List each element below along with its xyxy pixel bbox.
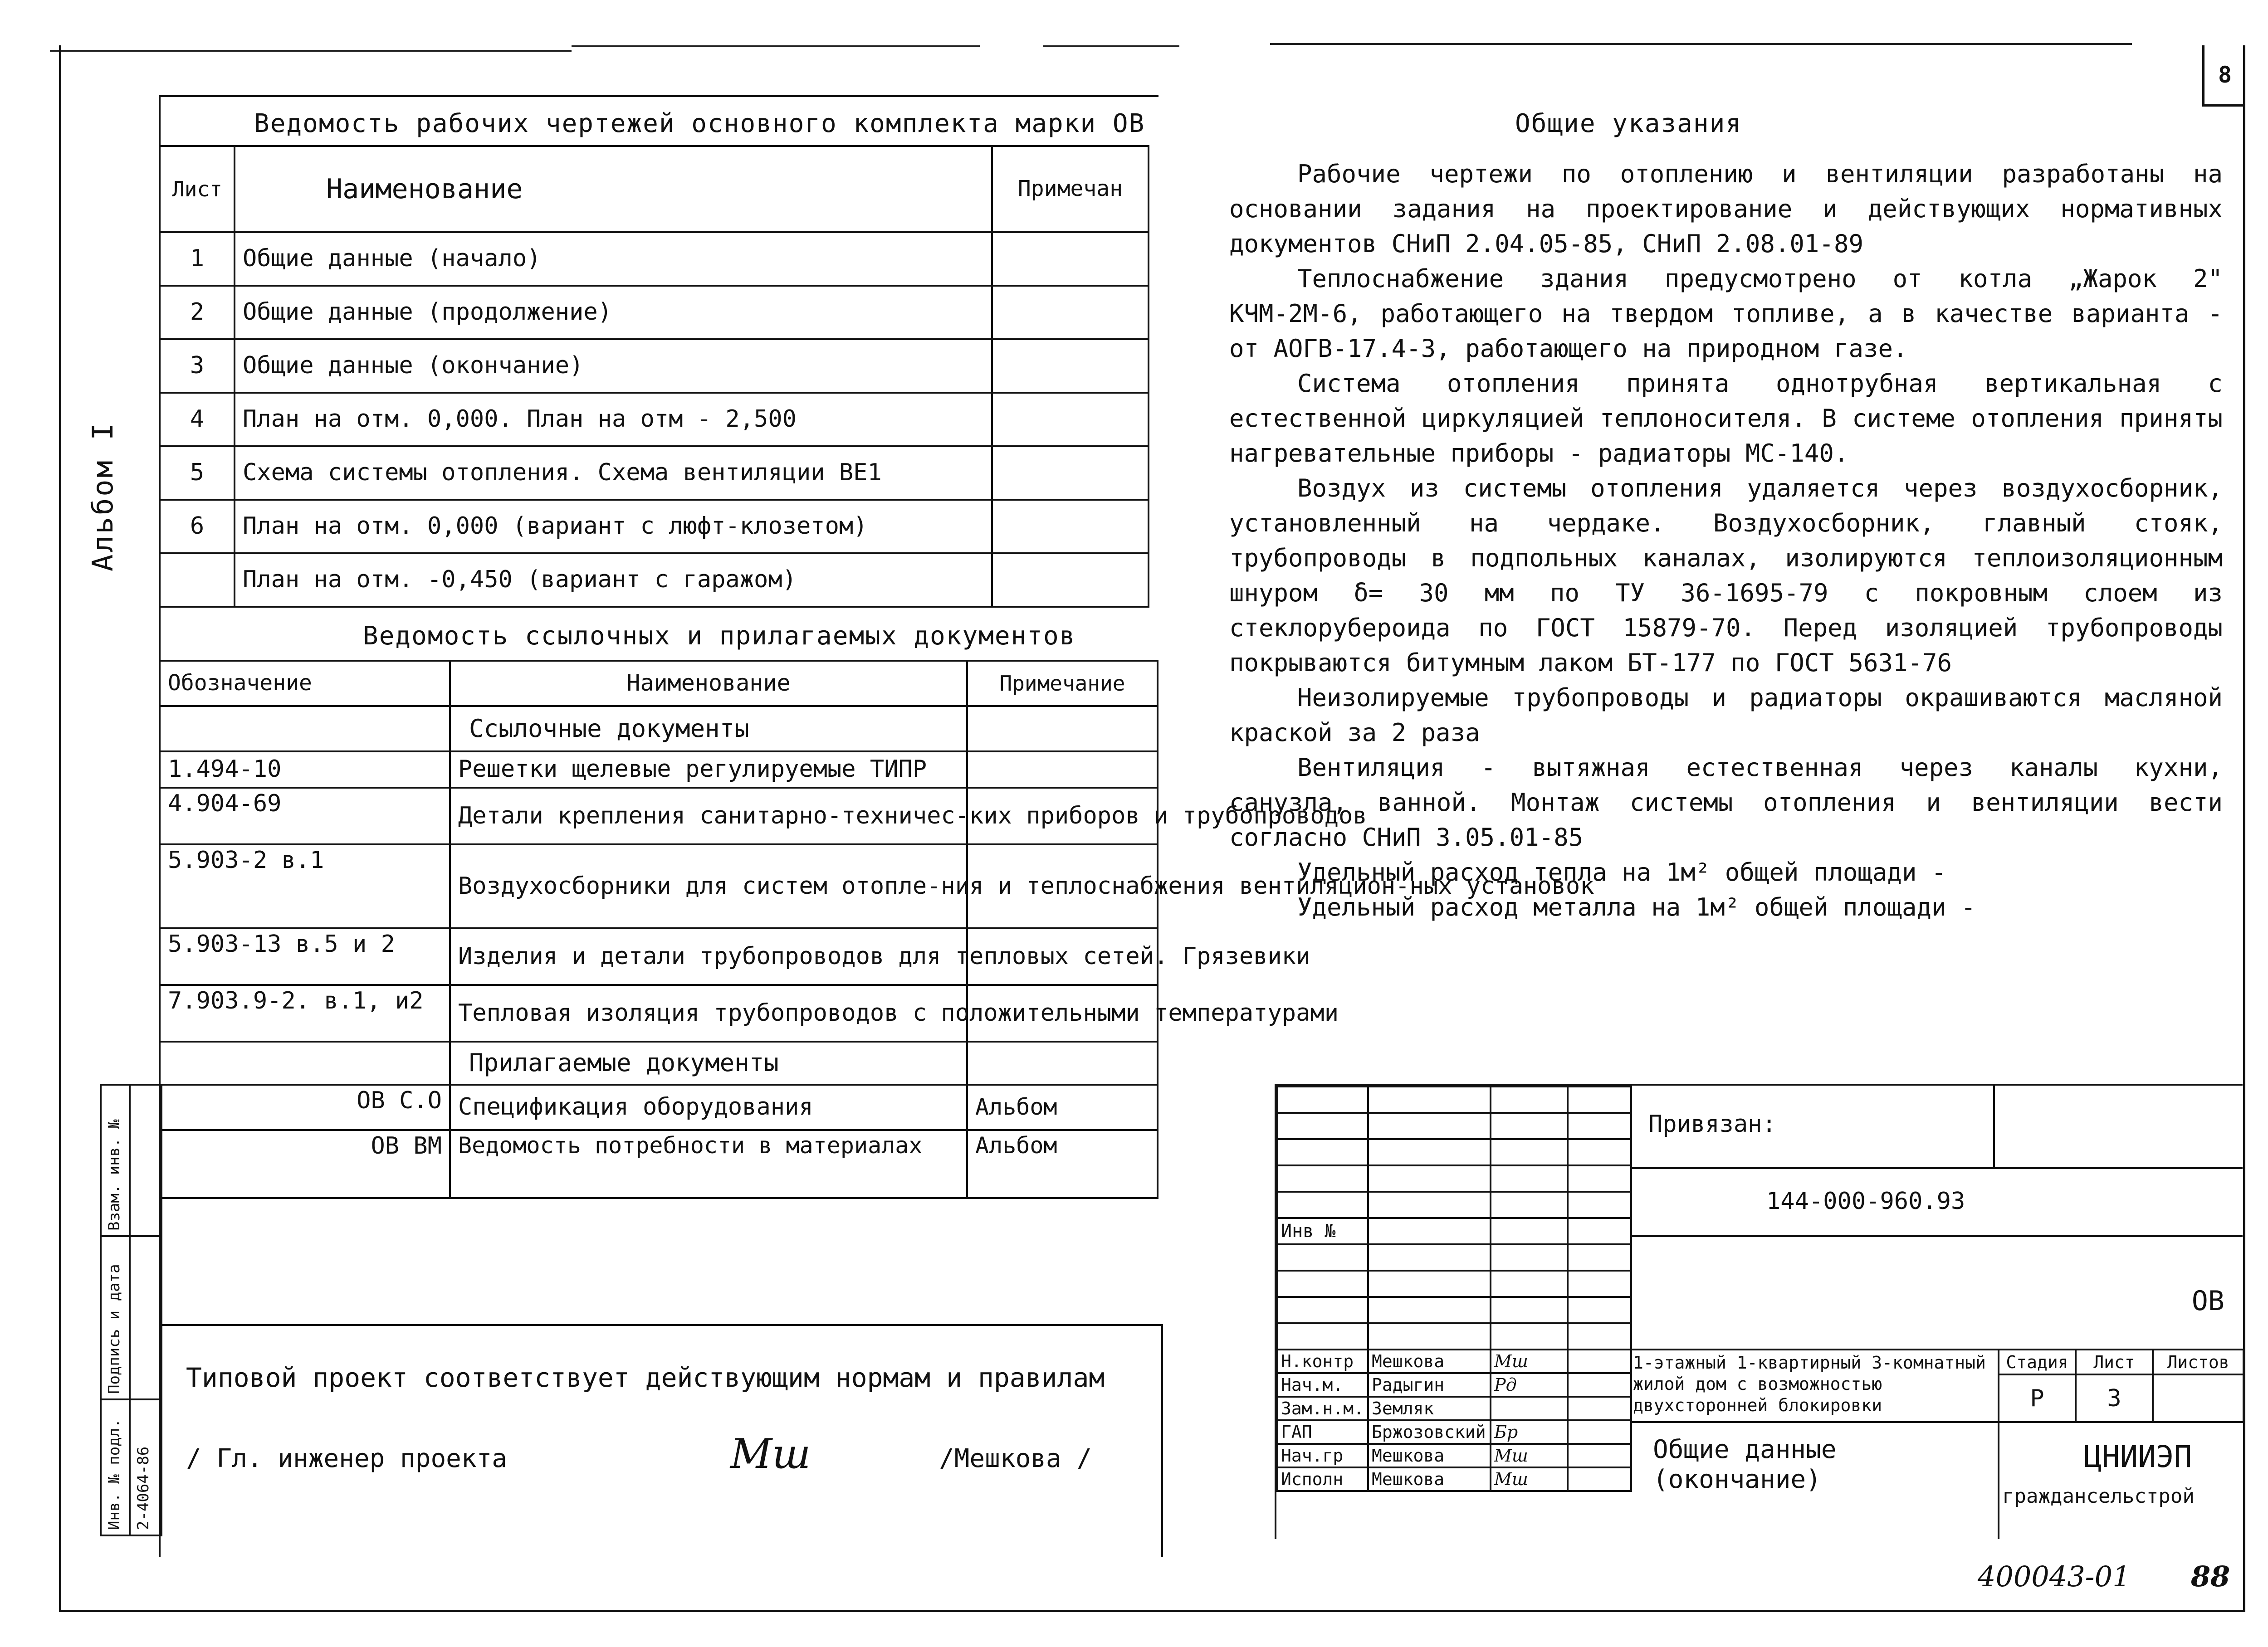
row-sheet: 3	[160, 339, 235, 393]
role-name: Радыгин	[1368, 1373, 1491, 1397]
drawing-title: Общие данные (окончание)	[1653, 1435, 1837, 1494]
general-notes-title: Общие указания	[1515, 109, 1742, 138]
album-label	[86, 421, 119, 571]
table-row	[160, 1085, 1158, 1130]
grid-cell	[1277, 1087, 1368, 1113]
note-paragraph: Система отопления принята однотрубная вертикальная с естественной циркуляцией теплоносителя. В системе отопления приняты нагревательные приборы - радиаторы МС-140.	[1229, 369, 2223, 468]
row-note	[992, 393, 1149, 446]
row-sheet: 1	[160, 232, 235, 286]
title-roles-grid	[1276, 1086, 1632, 1492]
grid-cell	[1568, 1218, 1631, 1244]
stage-label: Стадия	[1999, 1350, 2076, 1374]
drawings-table	[159, 145, 1149, 608]
role-signature	[1491, 1397, 1568, 1420]
grid-cell	[1568, 1113, 1631, 1139]
grid-cell	[1277, 1192, 1368, 1218]
grid-cell	[1368, 1323, 1491, 1350]
grid-cell	[1568, 1297, 1631, 1323]
sheets-value	[2153, 1374, 2244, 1422]
project-divider	[1630, 1421, 1998, 1423]
role-label: ГАП	[1277, 1420, 1368, 1444]
doc-name: Детали крепления санитарно-техничес-ких приборов и трубопроводов	[450, 788, 967, 844]
doc-code: 1.494-10	[160, 751, 450, 788]
role-signature: Мш	[1491, 1444, 1568, 1467]
table-row	[160, 844, 1158, 928]
grid-cell	[1277, 1323, 1368, 1350]
archive-page: 88	[2191, 1560, 2230, 1593]
section-reference: Ссылочные документы	[450, 706, 967, 751]
table-row	[160, 232, 1149, 286]
doc-name: Ведомость потребности в материалах	[450, 1130, 967, 1198]
compliance-statement: Типовой проект соответствует действующим нормам и правилам	[186, 1362, 1105, 1393]
side-stamp-field-sign-text: Подпись и дата	[105, 1264, 123, 1394]
section-attached: Прилагаемые документы	[450, 1042, 967, 1085]
row-name: План на отм. 0,000 (вариант с люфт-клозетом)	[235, 500, 992, 553]
grid-cell	[1368, 1113, 1491, 1139]
row-name: Общие данные (начало)	[235, 232, 992, 286]
role-signature: Рд	[1491, 1373, 1568, 1397]
documents-table	[159, 660, 1594, 1199]
grid-cell	[1491, 1192, 1568, 1218]
grid-cell	[1568, 1323, 1631, 1350]
doc-name: Изделия и детали трубопроводов для тепловых сетей. Грязевики	[450, 928, 967, 985]
project-row	[1630, 1349, 2243, 1539]
doc-note	[967, 751, 1158, 788]
general-notes	[1229, 156, 2223, 925]
row-note	[992, 500, 1149, 553]
doc-code: 5.903-2 в.1	[160, 844, 450, 928]
grid-cell	[1491, 1244, 1568, 1271]
table-row	[160, 446, 1149, 500]
side-stamp-field-replaced-text: Взам. инв. №	[105, 1119, 123, 1231]
doc-code: 144-000-960.93	[1766, 1188, 1965, 1215]
grid-cell	[1491, 1113, 1568, 1139]
grid-cell	[1568, 1165, 1631, 1192]
bound-divider	[1993, 1086, 1995, 1167]
table-row	[160, 500, 1149, 553]
side-stamp-divider	[102, 1235, 161, 1237]
role-label: Нач.м.	[1277, 1373, 1368, 1397]
grid-cell	[1277, 1244, 1368, 1271]
grid-cell	[1368, 1087, 1491, 1113]
doc-note: Альбом	[967, 1130, 1158, 1198]
role-label: Зам.н.м.	[1277, 1397, 1368, 1420]
grid-cell	[1277, 1297, 1368, 1323]
page-number-box	[2202, 45, 2245, 107]
engineer-name: /Мешкова /	[939, 1444, 1092, 1473]
side-stamp-field-replaced	[105, 1119, 123, 1231]
table-row	[160, 788, 1158, 844]
grid-cell	[1568, 1087, 1631, 1113]
org-name: ЦНИИЭП	[2084, 1439, 2192, 1474]
role-date	[1568, 1467, 1631, 1491]
row-note	[992, 446, 1149, 500]
side-stamp-divider	[102, 1398, 161, 1400]
side-stamp-inv-number	[134, 1447, 152, 1530]
grid-cell	[1491, 1218, 1568, 1244]
sheets-label: Листов	[2153, 1350, 2244, 1374]
grid-cell	[1368, 1244, 1491, 1271]
side-stamp-inv-number-text: 2-4064-86	[134, 1446, 152, 1530]
row-sheet: 4	[160, 393, 235, 446]
table-row	[160, 393, 1149, 446]
archive-code: 400043-01	[1978, 1560, 2131, 1593]
role-signature: Мш	[1491, 1467, 1568, 1491]
doc-code-row	[1630, 1167, 2243, 1237]
role-name: Мешкова	[1368, 1467, 1491, 1491]
header-name: Наименование	[450, 661, 967, 706]
sheet-label: Лист	[2076, 1350, 2153, 1374]
side-stamp-field-sign	[105, 1264, 123, 1394]
drawings-list-title: Ведомость рабочих чертежей основного комплекта марки ОВ	[254, 109, 1145, 138]
table-row	[160, 751, 1158, 788]
grid-cell	[1491, 1297, 1568, 1323]
row-name: Схема системы отопления. Схема вентиляции ВЕ1	[235, 446, 992, 500]
grid-cell	[1568, 1271, 1631, 1297]
table-row	[160, 339, 1149, 393]
engineer-signature: Мш	[730, 1430, 811, 1478]
grid-cell	[1277, 1165, 1368, 1192]
role-label: Нач.гр	[1277, 1444, 1368, 1467]
row-sheet: 5	[160, 446, 235, 500]
doc-note: Альбом	[967, 1085, 1158, 1130]
grid-cell	[1491, 1139, 1568, 1165]
table-row	[160, 553, 1149, 607]
side-stamp	[100, 1084, 162, 1536]
doc-name: Тепловая изоляция трубопроводов с положительными температурами	[450, 985, 967, 1042]
stage-value: Р	[1999, 1374, 2076, 1422]
bound-row	[1630, 1086, 2243, 1169]
row-note	[992, 286, 1149, 339]
row-sheet: 6	[160, 500, 235, 553]
role-label: Н.контр	[1277, 1350, 1368, 1373]
section-note-cell	[967, 706, 1158, 751]
section-row	[160, 706, 1158, 751]
doc-code: ОВ С.О	[160, 1085, 450, 1130]
documents-list-title: Ведомость ссылочных и прилагаемых документов	[363, 621, 1076, 651]
section-code-cell	[160, 1042, 450, 1085]
drawings-table-header	[160, 146, 1149, 232]
row-sheet	[160, 553, 235, 607]
grid-cell	[1568, 1192, 1631, 1218]
row-note	[992, 232, 1149, 286]
org-full: граждансельстрой	[2002, 1485, 2195, 1508]
role-name: Земляк	[1368, 1397, 1491, 1420]
album-label-text: Альбом I	[86, 421, 119, 571]
grid-cell	[1491, 1323, 1568, 1350]
grid-cell	[1368, 1139, 1491, 1165]
row-note	[992, 339, 1149, 393]
grid-cell	[1277, 1271, 1368, 1297]
role-name: Мешкова	[1368, 1350, 1491, 1373]
side-stamp-field-inv	[105, 1418, 123, 1530]
grid-cell	[1277, 1139, 1368, 1165]
note-paragraph: Теплоснабжение здания предусмотрено от котла „Жарок 2" КЧМ-2М-6, работающего на твердом топливе, а в качестве варианта - от АОГВ-17.4-3, работающего на природном газе.	[1229, 264, 2223, 363]
header-note: Примечан	[992, 146, 1149, 232]
grid-cell	[1368, 1271, 1491, 1297]
doc-name: Воздухосборники для систем отопле-ния и теплоснабжения вентиляцион-ных установок	[450, 844, 967, 928]
page-number: 8	[2218, 62, 2232, 88]
role-date	[1568, 1397, 1631, 1420]
doc-name: Спецификация оборудования	[450, 1085, 967, 1130]
doc-code: 4.904-69	[160, 788, 450, 844]
side-stamp-field-inv-text: Инв. № подл.	[105, 1418, 123, 1530]
row-name: План на отм. -0,450 (вариант с гаражом)	[235, 553, 992, 607]
bound-label: Привязан:	[1648, 1111, 1776, 1138]
role-signature: Мш	[1491, 1350, 1568, 1373]
row-name: Общие данные (продолжение)	[235, 286, 992, 339]
engineer-label: / Гл. инженер проекта	[186, 1444, 508, 1473]
grid-cell	[1491, 1271, 1568, 1297]
doc-code: ОВ ВМ	[160, 1130, 450, 1198]
row-sheet: 2	[160, 286, 235, 339]
note-paragraph: Рабочие чертежи по отоплению и вентиляции разработаны на основании задания на проектирование и действующих нормативных документов СНиП 2.04.05-85, СНиП 2.08.01-89	[1229, 160, 2223, 258]
role-label: Исполн	[1277, 1467, 1368, 1491]
grid-cell	[1368, 1218, 1491, 1244]
inventory-label: Инв №	[1277, 1218, 1368, 1244]
role-date	[1568, 1373, 1631, 1397]
mark-code: ОВ	[2191, 1285, 2224, 1317]
note-paragraph: Воздух из системы отопления удаляется через воздухосборник, установленный на чердаке. Воздухосборник, главный стояк, трубопроводы в подпольных каналах, изолируются теплоизоляционным шнуром δ= 30 мм по ТУ 36-1695-79 с покровным слоем из стеклорубероида по ГОСТ 15879-70. Перед изоляцией трубопроводы покрываются битумным лаком БТ-177 по ГОСТ 5631-76	[1229, 474, 2223, 677]
role-name: Мешкова	[1368, 1444, 1491, 1467]
documents-table-header	[160, 661, 1158, 706]
doc-name: Решетки щелевые регулируемые ТИПР	[450, 751, 967, 788]
role-name: Бржозовский	[1368, 1420, 1491, 1444]
mark-row	[1630, 1235, 2243, 1350]
note-paragraph: Удельный расход металла на 1м² общей площади -	[1297, 893, 1976, 921]
note-paragraph: Неизолируемые трубопроводы и радиаторы окрашиваются масляной краской за 2 раза	[1229, 683, 2223, 747]
grid-cell	[1368, 1297, 1491, 1323]
role-date	[1568, 1444, 1631, 1467]
section-code-cell	[160, 706, 450, 751]
row-name: Общие данные (окончание)	[235, 339, 992, 393]
table-row	[160, 1130, 1158, 1198]
row-note	[992, 553, 1149, 607]
row-name: План на отм. 0,000. План на отм - 2,500	[235, 393, 992, 446]
header-name: Наименование	[235, 146, 992, 232]
table-row	[160, 985, 1158, 1042]
grid-cell	[1491, 1087, 1568, 1113]
project-title: 1-этажный 1-квартирный 3-комнатный жилой дом с возможностью двухсторонней блокировки	[1633, 1353, 1986, 1415]
header-code: Обозначение	[160, 661, 450, 706]
doc-code: 7.903.9-2. в.1, и2	[160, 985, 450, 1042]
compliance-box	[159, 1324, 1163, 1557]
grid-cell	[1277, 1113, 1368, 1139]
role-signature: Бр	[1491, 1420, 1568, 1444]
stage-table	[1998, 1349, 2244, 1423]
role-date	[1568, 1350, 1631, 1373]
table-row	[160, 928, 1158, 985]
side-stamp-divider	[129, 1086, 131, 1535]
doc-code: 5.903-13 в.5 и 2	[160, 928, 450, 985]
note-paragraph: Вентиляция - вытяжная естественная через каналы кухни, санузла, ванной. Монтаж системы отопления и вентиляции вести согласно СНиП 3.05.01-85	[1229, 753, 2223, 852]
role-date	[1568, 1420, 1631, 1444]
header-note: Примечание	[967, 661, 1158, 706]
section-note-cell	[967, 1042, 1158, 1085]
table-row	[160, 286, 1149, 339]
grid-cell	[1368, 1165, 1491, 1192]
section-row	[160, 1042, 1158, 1085]
header-sheet: Лист	[160, 146, 235, 232]
note-paragraph: Удельный расход тепла на 1м² общей площади -	[1297, 858, 1946, 887]
grid-cell	[1568, 1244, 1631, 1271]
title-block	[1275, 1084, 2243, 1539]
grid-cell	[1491, 1165, 1568, 1192]
sheet-value: 3	[2076, 1374, 2153, 1422]
grid-cell	[1368, 1192, 1491, 1218]
grid-cell	[1568, 1139, 1631, 1165]
top-border-fragment	[1270, 43, 2132, 45]
